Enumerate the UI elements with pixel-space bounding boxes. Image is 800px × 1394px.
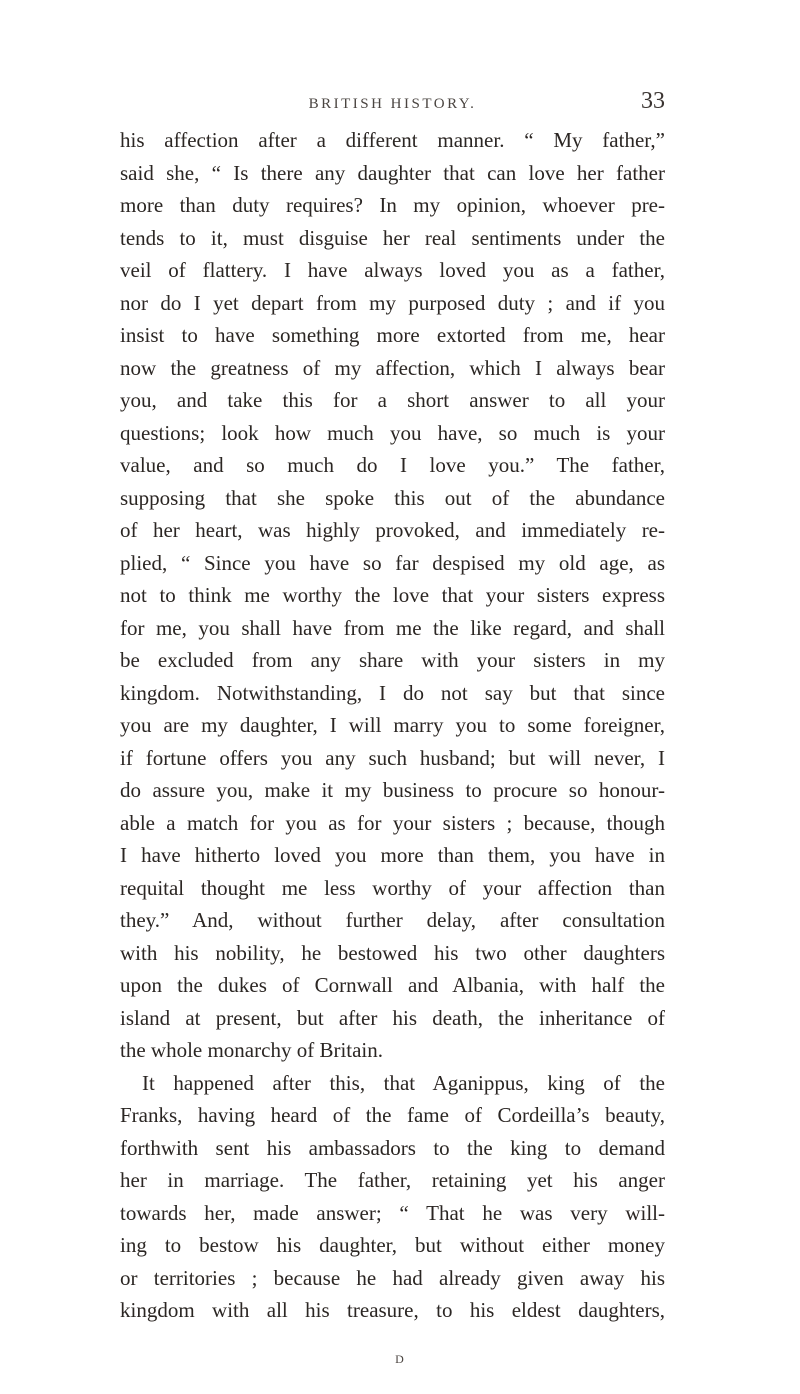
text-line: Franks, having heard of the fame of Cordeilla’s beauty, — [120, 1103, 665, 1127]
page-number: 33 — [641, 88, 665, 114]
text-line: his affection after a different manner. “ My father,” — [120, 128, 665, 152]
text-line: supposing that she spoke this out of the abundance — [120, 485, 665, 510]
text-line: now the greatness of my affection, which I always bear — [120, 355, 665, 380]
text-line: upon the dukes of Cornwall and Albania, with half the — [120, 973, 665, 997]
text-line: with his nobility, he bestowed his two other daughters — [120, 940, 665, 965]
text-line: island at present, but after his death, the inheritance of — [120, 1005, 665, 1030]
text-line: more than duty requires? In my opinion, whoever pre- — [120, 193, 665, 217]
text-line: forthwith sent his ambassadors to the king to demand — [120, 1135, 665, 1160]
text-line: of her heart, was highly provoked, and immediately re- — [120, 518, 665, 542]
text-line: be excluded from any share with your sisters in my — [120, 648, 665, 672]
text-line: insist to have something more extorted from me, hear — [120, 323, 665, 347]
text-line: do assure you, make it my business to procure so honour- — [120, 778, 665, 802]
running-title: BRITISH HISTORY. — [308, 96, 477, 112]
text-line: It happened after this, that Aganippus, king of the — [142, 1070, 665, 1095]
text-line: I have hitherto loved you more than them, you have in — [120, 843, 665, 867]
text-line: or territories ; because he had already given away his — [120, 1265, 665, 1290]
body-text — [120, 124, 665, 1327]
text-line: her in marriage. The father, retaining yet his anger — [120, 1168, 665, 1192]
signature-mark: D — [395, 1352, 405, 1366]
text-line: able a match for you as for your sisters ; because, though — [120, 810, 665, 835]
text-line: value, and so much do I love you.” The father, — [120, 453, 665, 477]
text-line: they.” And, without further delay, after consultation — [120, 908, 665, 932]
text-line: you are my daughter, I will marry you to some foreigner, — [120, 713, 665, 737]
running-head — [120, 88, 665, 118]
text-line: towards her, made answer; “ That he was very will- — [120, 1200, 665, 1225]
text-line: said she, “ Is there any daughter that can love her father — [120, 160, 665, 185]
text-line: questions; look how much you have, so much is your — [120, 420, 665, 445]
text-line: the whole monarchy of Britain. — [120, 1038, 384, 1062]
text-line: ing to bestow his daughter, but without either money — [120, 1233, 665, 1257]
text-line: kingdom with all his treasure, to his eldest daughters, — [120, 1298, 665, 1322]
text-line: if fortune offers you any such husband; but will never, I — [120, 745, 665, 770]
text-line: kingdom. Notwithstanding, I do not say but that since — [120, 680, 665, 705]
text-line: not to think me worthy the love that your sisters express — [120, 583, 665, 607]
text-line: plied, “ Since you have so far despised my old age, as — [120, 550, 665, 575]
text-line: requital thought me less worthy of your affection than — [120, 875, 665, 900]
text-line: veil of flattery. I have always loved you as a father, — [120, 258, 665, 282]
text-line: you, and take this for a short answer to all your — [120, 388, 665, 412]
text-line: tends to it, must disguise her real sentiments under the — [120, 225, 665, 250]
text-line: for me, you shall have from me the like regard, and shall — [120, 615, 665, 640]
text-line: nor do I yet depart from my purposed duty ; and if you — [120, 290, 665, 315]
